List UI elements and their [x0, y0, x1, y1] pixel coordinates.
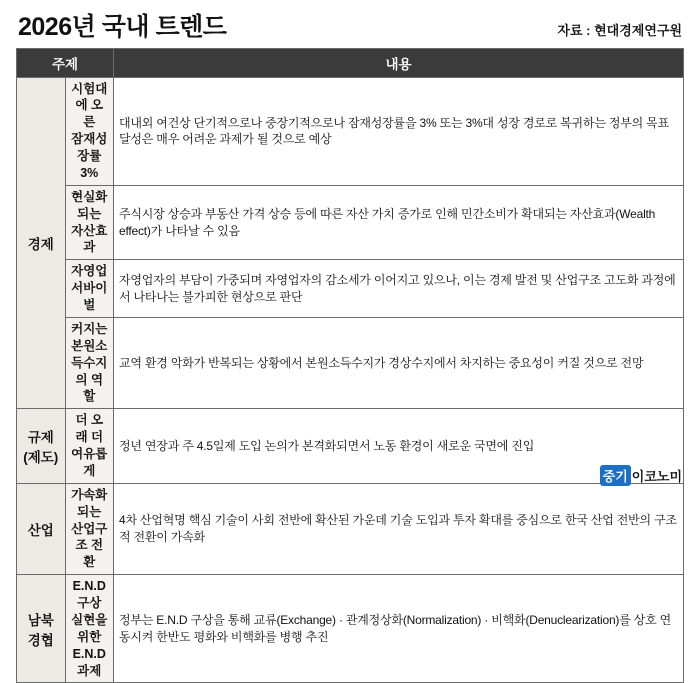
table-row [17, 575, 684, 683]
source-label: 자료 : 현대경제연구원 [557, 20, 682, 42]
logo-text: 이코노미 [632, 466, 682, 485]
row-topic: 규제(제도) [17, 409, 66, 484]
column-header-topic: 주제 [17, 48, 114, 77]
row-content: 정년 연장과 주 4.5일제 도입 논의가 본격화되면서 노동 환경이 새로운 국면에 진입 [114, 409, 684, 484]
row-content: 교역 환경 악화가 반복되는 상황에서 본원소득수지가 경상수지에서 차지하는 중요성이 커질 것으로 전망 [114, 317, 684, 408]
table-body [17, 77, 684, 683]
table-head [17, 48, 684, 77]
table-row [17, 77, 684, 185]
table-row [17, 260, 684, 318]
row-topic: 산업 [17, 483, 66, 574]
table-row [17, 409, 684, 484]
table-row [17, 185, 684, 260]
row-content: 주식시장 상승과 부동산 가격 상승 등에 따른 자산 가치 증가로 인해 민간소비가 확대되는 자산효과(Wealth effect)가 나타날 수 있음 [114, 185, 684, 260]
row-subtopic: 더 오래 더 여유롭게 [65, 409, 114, 484]
row-topic: 남북경협 [17, 575, 66, 683]
table-header-row [17, 48, 684, 77]
row-subtopic: E.N.D 구상 실현을 위한 E.N.D 과제 [65, 575, 114, 683]
row-content: 대내외 여건상 단기적으로나 중장기적으로나 잠재성장률을 3% 또는 3%대 성장 경로로 복귀하는 정부의 목표 달성은 매우 어려운 과제가 될 것으로 예상 [114, 77, 684, 185]
row-content: 자영업자의 부담이 가중되며 자영업자의 감소세가 이어지고 있으나, 이는 경제 발전 및 산업구조 고도화 과정에서 나타나는 불가피한 현상으로 판단 [114, 260, 684, 318]
column-header-content: 내용 [114, 48, 684, 77]
row-subtopic: 자영업 서바이벌 [65, 260, 114, 318]
publisher-logo [600, 465, 682, 486]
row-subtopic: 가속화되는 산업구조 전환 [65, 483, 114, 574]
row-topic: 경제 [17, 77, 66, 409]
trend-table [16, 48, 684, 683]
row-subtopic: 커지는 본원소득수지의 역할 [65, 317, 114, 408]
row-content: 4차 산업혁명 핵심 기술이 사회 전반에 확산된 가운데 기술 도입과 투자 확대를 중심으로 한국 산업 전반의 구조적 전환이 가속화 [114, 483, 684, 574]
page-header [16, 14, 684, 48]
table-row [17, 483, 684, 574]
page-title: 2026년 국내 트렌드 [18, 14, 226, 42]
row-subtopic: 시험대에 오른 잠재성장률 3% [65, 77, 114, 185]
row-subtopic: 현실화되는 자산효과 [65, 185, 114, 260]
logo-mark: 중기 [600, 465, 631, 486]
row-content: 정부는 E.N.D 구상을 통해 교류(Exchange) · 관계정상화(Normalization) · 비핵화(Denuclearization)를 상호 연동시켜 한반도 평화와 비핵화를 병행 추진 [114, 575, 684, 683]
table-row [17, 317, 684, 408]
